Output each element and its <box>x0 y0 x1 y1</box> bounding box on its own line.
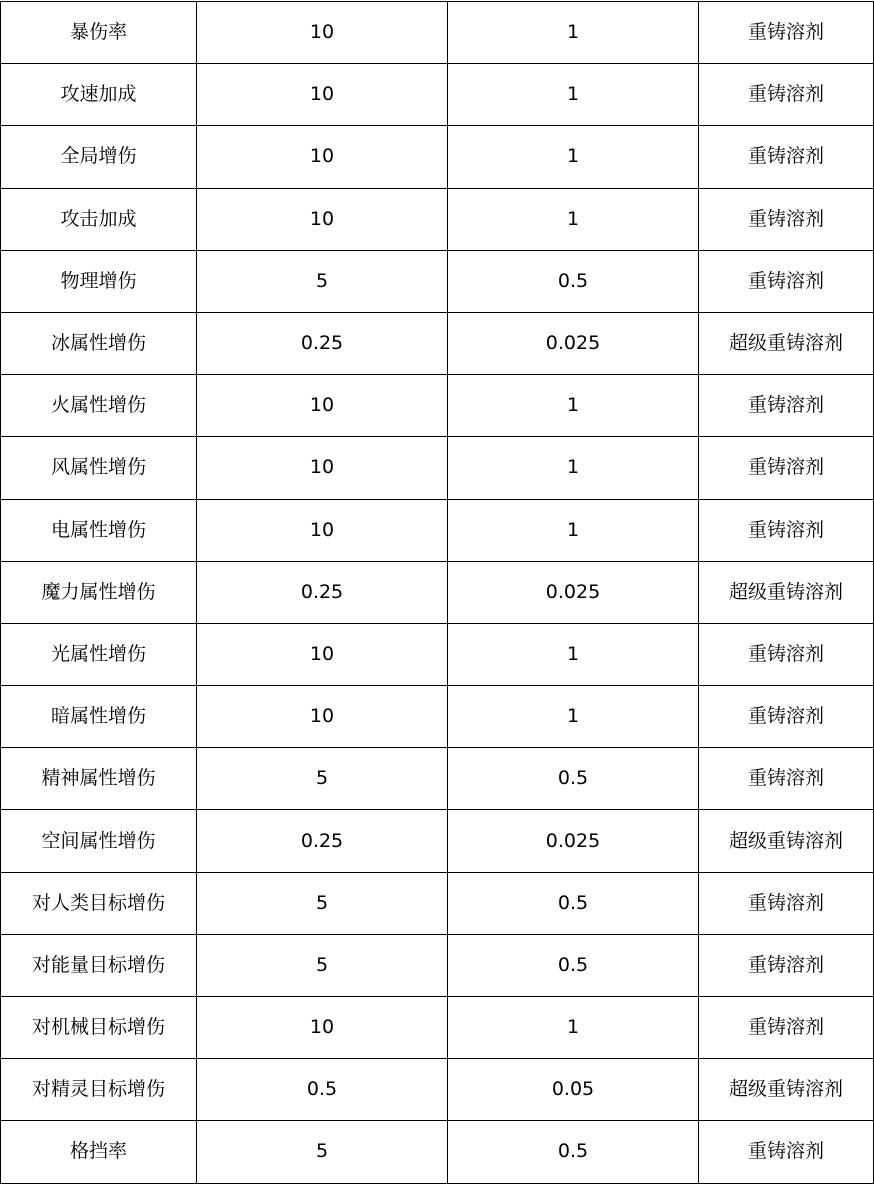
table-row <box>1 561 874 623</box>
attribute-value-cell: 10 <box>197 188 448 250</box>
attribute-step-cell: 1 <box>448 2 699 64</box>
attribute-name-cell: 对人类目标增伤 <box>1 872 197 934</box>
attribute-value-cell: 0.25 <box>197 810 448 872</box>
attribute-name-cell: 精神属性增伤 <box>1 748 197 810</box>
attribute-value-cell: 5 <box>197 748 448 810</box>
attribute-name-cell: 魔力属性增伤 <box>1 561 197 623</box>
attribute-step-cell: 0.5 <box>448 934 699 996</box>
attribute-name-cell: 物理增伤 <box>1 250 197 312</box>
attribute-value-cell: 10 <box>197 2 448 64</box>
attribute-step-cell: 1 <box>448 375 699 437</box>
table-row <box>1 1059 874 1121</box>
table-row <box>1 872 874 934</box>
table-row <box>1 64 874 126</box>
material-cell: 超级重铸溶剂 <box>699 1059 874 1121</box>
attribute-step-cell: 0.5 <box>448 1121 699 1183</box>
material-cell: 重铸溶剂 <box>699 126 874 188</box>
table-row <box>1 748 874 810</box>
attribute-step-cell: 0.025 <box>448 312 699 374</box>
attribute-value-cell: 10 <box>197 375 448 437</box>
attribute-value-cell: 10 <box>197 126 448 188</box>
material-cell: 重铸溶剂 <box>699 375 874 437</box>
table-row <box>1 312 874 374</box>
attribute-name-cell: 格挡率 <box>1 1121 197 1183</box>
attribute-step-cell: 0.025 <box>448 561 699 623</box>
material-cell: 重铸溶剂 <box>699 934 874 996</box>
table-row <box>1 934 874 996</box>
material-cell: 重铸溶剂 <box>699 686 874 748</box>
attribute-name-cell: 风属性增伤 <box>1 437 197 499</box>
attribute-name-cell: 对能量目标增伤 <box>1 934 197 996</box>
table-row <box>1 375 874 437</box>
attribute-name-cell: 火属性增伤 <box>1 375 197 437</box>
attribute-name-cell: 攻击加成 <box>1 188 197 250</box>
attribute-value-cell: 10 <box>197 499 448 561</box>
material-cell: 重铸溶剂 <box>699 437 874 499</box>
table-row <box>1 997 874 1059</box>
attribute-step-cell: 0.025 <box>448 810 699 872</box>
material-cell: 超级重铸溶剂 <box>699 810 874 872</box>
attribute-step-cell: 1 <box>448 437 699 499</box>
attribute-value-cell: 10 <box>197 686 448 748</box>
attribute-value-cell: 5 <box>197 250 448 312</box>
attribute-name-cell: 暴伤率 <box>1 2 197 64</box>
attribute-name-cell: 空间属性增伤 <box>1 810 197 872</box>
attribute-name-cell: 冰属性增伤 <box>1 312 197 374</box>
table-body <box>1 2 874 1184</box>
attribute-value-cell: 0.25 <box>197 312 448 374</box>
attribute-name-cell: 光属性增伤 <box>1 623 197 685</box>
table-row <box>1 499 874 561</box>
attribute-step-cell: 1 <box>448 499 699 561</box>
material-cell: 重铸溶剂 <box>699 250 874 312</box>
table-row <box>1 2 874 64</box>
attribute-value-cell: 0.25 <box>197 561 448 623</box>
attribute-step-cell: 0.5 <box>448 872 699 934</box>
table-row <box>1 810 874 872</box>
attribute-name-cell: 对机械目标增伤 <box>1 997 197 1059</box>
attribute-value-cell: 5 <box>197 872 448 934</box>
attribute-step-cell: 0.05 <box>448 1059 699 1121</box>
attribute-value-cell: 10 <box>197 623 448 685</box>
attribute-name-cell: 电属性增伤 <box>1 499 197 561</box>
material-cell: 重铸溶剂 <box>699 64 874 126</box>
attribute-step-cell: 0.5 <box>448 250 699 312</box>
material-cell: 重铸溶剂 <box>699 1121 874 1183</box>
material-cell: 重铸溶剂 <box>699 188 874 250</box>
attribute-value-cell: 0.5 <box>197 1059 448 1121</box>
attribute-step-cell: 1 <box>448 686 699 748</box>
attribute-name-cell: 对精灵目标增伤 <box>1 1059 197 1121</box>
material-cell: 重铸溶剂 <box>699 997 874 1059</box>
attribute-step-cell: 1 <box>448 997 699 1059</box>
table-row <box>1 250 874 312</box>
table-row <box>1 686 874 748</box>
table-row <box>1 1121 874 1183</box>
material-cell: 重铸溶剂 <box>699 872 874 934</box>
material-cell: 重铸溶剂 <box>699 2 874 64</box>
attribute-name-cell: 全局增伤 <box>1 126 197 188</box>
attribute-value-cell: 10 <box>197 64 448 126</box>
attribute-step-cell: 1 <box>448 126 699 188</box>
attribute-value-cell: 10 <box>197 437 448 499</box>
material-cell: 超级重铸溶剂 <box>699 561 874 623</box>
attribute-step-cell: 1 <box>448 623 699 685</box>
table-row <box>1 188 874 250</box>
table-row <box>1 437 874 499</box>
material-cell: 重铸溶剂 <box>699 748 874 810</box>
attribute-step-cell: 1 <box>448 64 699 126</box>
material-cell: 超级重铸溶剂 <box>699 312 874 374</box>
table-row <box>1 623 874 685</box>
table-row <box>1 126 874 188</box>
attribute-value-cell: 10 <box>197 997 448 1059</box>
attribute-step-cell: 0.5 <box>448 748 699 810</box>
attribute-value-cell: 5 <box>197 934 448 996</box>
attribute-value-cell: 5 <box>197 1121 448 1183</box>
material-cell: 重铸溶剂 <box>699 499 874 561</box>
attribute-name-cell: 攻速加成 <box>1 64 197 126</box>
attribute-table <box>0 1 874 1184</box>
attribute-name-cell: 暗属性增伤 <box>1 686 197 748</box>
material-cell: 重铸溶剂 <box>699 623 874 685</box>
attribute-step-cell: 1 <box>448 188 699 250</box>
